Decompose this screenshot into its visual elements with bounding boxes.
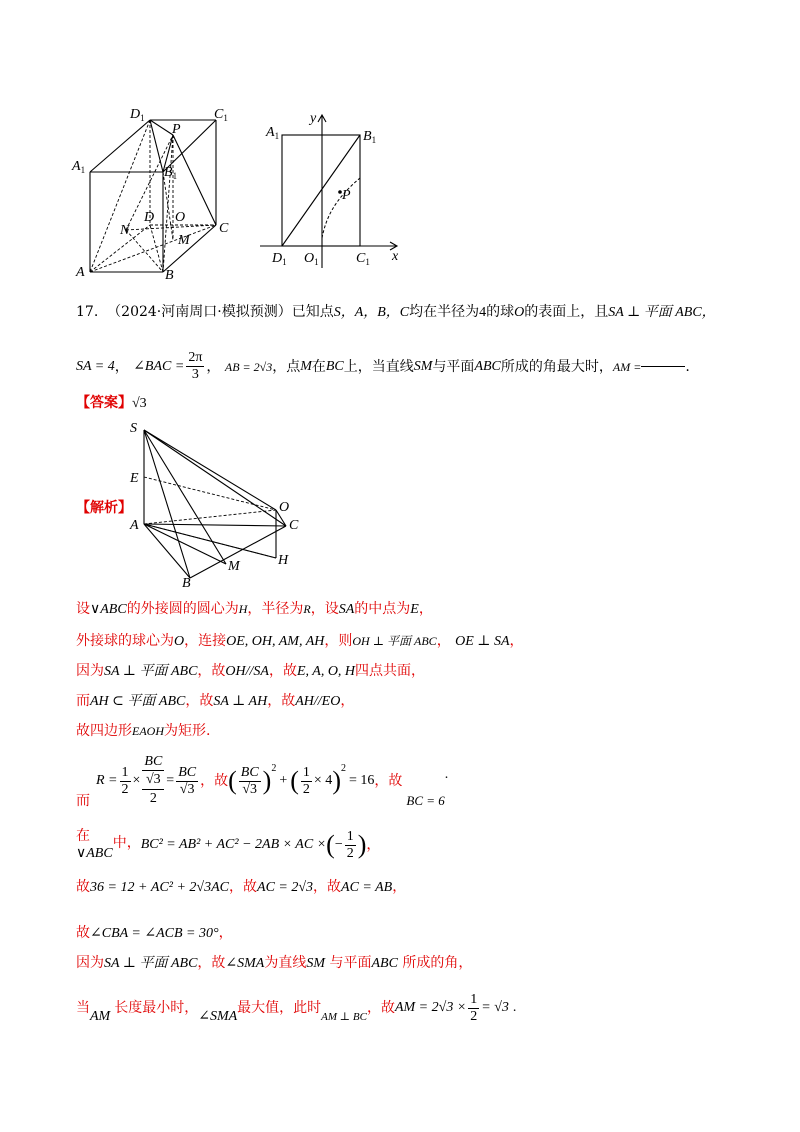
text: 在 [311,358,326,375]
text: 均在半径为 [409,304,480,320]
math: SA ⊥ 平面 ABC， [608,305,716,320]
text: ，故 [267,693,296,709]
text: ， [218,925,233,941]
analysis-line-3 [76,662,425,681]
text: 为矩形. [164,723,211,739]
label-C1: $C_1$ [214,107,228,123]
text: 上，当直线 [343,358,414,375]
math: = [166,773,175,788]
math: 2 [340,763,346,774]
text: 中， [112,835,141,851]
text: ， [509,633,524,649]
math: AM ⊥ BC [321,1011,367,1023]
text: 故四边形 [76,723,132,739]
math: ( [228,766,237,795]
text: 设 [76,601,90,617]
label-C: C [289,518,299,533]
text: ，故 [374,773,403,789]
math: BC² = AB² + AC² − 2AB × AC × [140,837,327,852]
math: AM [90,1009,111,1024]
math: ABC [474,358,501,374]
label-C1: $C_1$ [356,251,370,267]
text: 而 [76,693,90,709]
text: 所成的角最大时， [500,358,613,375]
text: ，故 [268,663,297,679]
problem-number: 17. [76,304,99,320]
text: 外接球的球心为 [76,633,174,649]
math: O [174,634,185,649]
text: 的外接圆的圆心为 [126,601,239,617]
text: ， [340,693,355,709]
math: H [238,602,248,616]
math: OH ⊥ 平面 ABC [352,634,437,648]
text: 的球 [486,304,515,320]
math: M [300,358,312,374]
math: AH ⊂ 平面 ABC [90,694,186,709]
math: SA ⊥ AH [213,694,268,709]
label-C: C [219,221,229,236]
label-x: x [392,249,399,264]
text: 因为 [76,955,104,971]
math: − [334,837,343,852]
math: BC [325,358,344,374]
math: ∨ABC [90,602,127,617]
answer-line [76,394,147,413]
fraction: $\frac{BC}{√3}$ [178,764,197,797]
math: ∠BAC = [133,358,185,374]
analysis-line-7 [76,828,380,862]
math: ) [262,766,272,795]
text: 当 [76,1000,90,1016]
text: ，故 [313,879,342,895]
fraction: $\frac{1}{2}$ [470,991,478,1024]
text: ，设 [310,601,339,617]
math: SA [338,602,355,617]
text: ，故 [197,663,226,679]
math: AC = AB [341,880,393,895]
math: = 16 [348,773,375,788]
math: OE, OH, AM, AH [226,634,325,649]
math: SM [306,956,326,971]
answer-value: √3 [132,396,147,411]
math: SA ⊥ 平面 ABC [104,956,198,971]
math: E [410,602,419,617]
math: AB = 2√3 [224,359,273,374]
text: 的中点为 [354,601,411,617]
analysis-line-10 [76,954,472,973]
sphere-figure [126,418,306,588]
label-O: O [175,210,186,225]
analysis-line-6: 而 R = $\frac{1}{2}$ × BC √3 2 = $\frac{BC}{√3}$ ，故 ( $\frac{BC}{√3}$ ) $^2$ + ( $\frac{1}{2}$ × 4 ) $^2$ = 16 ，故 BC = 6 . [76,754,449,809]
label-A: A [76,265,85,280]
math: ( [290,766,299,795]
fraction: $\frac{1}{2}$ [302,764,310,797]
problem-source: （2024·河南周口·模拟预测） [107,304,292,320]
text: 而 [76,793,90,809]
math: AC = 2√3 [257,880,314,895]
text: 四点共面， [355,663,426,679]
math: R [303,602,311,616]
label-O1: $O_1$ [304,251,319,267]
text: ， [392,879,407,895]
label-D1: $D_1$ [130,107,145,123]
fraction: $\frac{1}{2}$ [121,764,129,797]
problem-line-1 [76,303,716,322]
text: ，点 [272,358,301,375]
label-A1: $A_1$ [72,159,86,175]
label-y: y [310,111,317,126]
text: ，故 [200,773,229,789]
analysis-label: 【解析】 [76,500,132,516]
text: ， [366,837,381,853]
math: AH//EO [295,694,341,709]
analysis-line-11 [76,990,516,1026]
math: SM [413,358,433,374]
label-E: E [130,471,139,486]
label-B1: $B_1$ [164,165,178,181]
math: . [444,767,449,782]
label-N: N [120,223,130,238]
label-B: B [165,268,174,280]
text: 与平面 [329,955,372,971]
math: ( [326,830,335,859]
math: AM = [612,359,642,374]
math: OE ⊥ SA [455,634,510,649]
text: 的表面上，且 [524,304,609,320]
text: 与平面 [432,358,475,375]
analysis-line-8 [76,878,406,897]
text: 因为 [76,663,104,679]
text: 所成的角， [402,955,473,971]
math: OH//SA [225,664,269,679]
label-A1: $A_1$ [266,125,280,141]
label-O: O [279,500,290,515]
fraction: $\frac{1}{2}$ [346,828,354,861]
text: ， [418,601,433,617]
math: ) [357,830,367,859]
math: ∠SMA [198,1009,238,1024]
math: E, A, O, H [296,664,356,679]
math: . [512,1000,517,1015]
text: 已知点 [291,304,334,320]
math: ∨ABC [76,846,113,861]
label-A: A [130,518,139,533]
problem-line-2: SA = 4 ， ∠BAC = $\frac{2\pi}{3}$ ， AB = 2√3 ，点 M 在 BC 上，当直线 SM 与平面 ABC 所成的角最大时， AM = . [76,350,690,382]
label-B: B [182,576,191,588]
text: ，故 [366,1000,395,1016]
analysis-line-5 [76,722,210,740]
math: 36 = 12 + AC² + 2√3AC [90,880,230,895]
math: ∠SMA [225,956,265,971]
text: 在 [76,828,90,844]
math: 4 [479,305,487,320]
text: ，故 [197,955,226,971]
math: × 4 [313,773,333,788]
cube-figure [68,100,238,280]
text: 故 [76,925,90,941]
analysis-line-1 [76,600,433,619]
text: ，则 [324,633,353,649]
answer-blank [641,366,685,367]
math: = √3 [481,1000,509,1015]
label-P: P [172,122,181,137]
text: ，连接 [184,633,227,649]
math: ∠CBA = ∠ACB = 30° [90,926,219,941]
math: EAOH [132,724,164,738]
analysis-line-4 [76,692,354,711]
text: ，故 [229,879,258,895]
label-P: P [342,188,351,203]
text: 最大值，此时 [237,1000,322,1016]
analysis-line-9 [76,924,233,943]
math: AM = 2√3 × [394,1000,467,1015]
label-M: M [228,559,240,574]
text: 长度最小时， [114,1000,199,1016]
fraction: $\frac{2\pi}{3}$ [188,350,203,382]
answer-label: 【答案】 [76,395,132,411]
coordinate-figure [260,108,410,270]
math: R = [96,773,118,788]
fraction: BC √3 2 [144,754,163,806]
label-D: D [144,210,155,225]
math: O [514,305,525,320]
math: × [132,773,141,788]
math: BC = 6 [406,793,445,808]
math: SA ⊥ 平面 ABC [104,664,198,679]
label-H: H [278,553,289,568]
label-S: S [130,421,137,436]
text: 故 [76,879,90,895]
math: S，A，B，C [333,305,410,320]
analysis-line-2 [76,632,524,651]
math: ABC [371,956,398,971]
text: ，半径为 [247,601,304,617]
fraction: $\frac{BC}{√3}$ [240,764,259,797]
math: SA = 4 [76,358,115,374]
text: ， [436,633,451,649]
label-B1: $B_1$ [363,129,377,145]
math: 2 [271,763,277,774]
math: ) [332,766,341,795]
text: ，故 [185,693,214,709]
label-M: M [178,233,190,248]
text: 为直线 [264,955,307,971]
label-D1: $D_1$ [272,251,287,267]
